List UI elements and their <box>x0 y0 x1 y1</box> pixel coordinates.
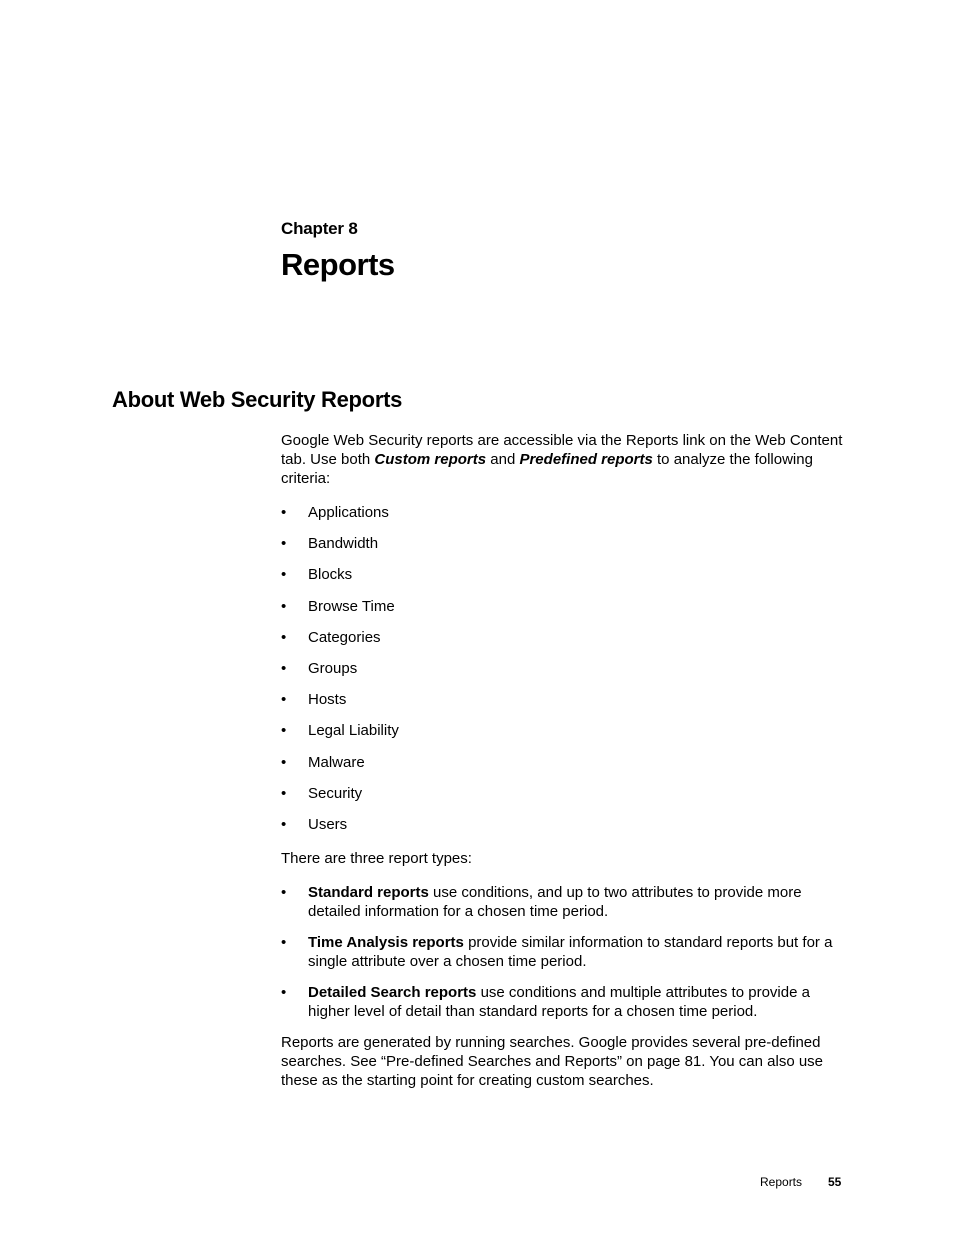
criteria-item-label: Malware <box>308 753 365 771</box>
criteria-item-label: Applications <box>308 504 389 521</box>
intro-text-2: to analyze the following criteria: <box>281 451 813 487</box>
report-type-description: provide similar information to standard reports but for a single attribute over a chosen time period. <box>308 934 833 971</box>
body-content <box>281 431 846 1090</box>
chapter-title: Reports <box>281 247 395 282</box>
list-item <box>281 597 846 628</box>
bullet: • <box>281 784 287 802</box>
list-item <box>281 753 846 784</box>
bullet: • <box>281 535 287 553</box>
intro-paragraph <box>281 431 846 488</box>
criteria-item-label: Bandwidth <box>308 535 379 553</box>
page-number: 55 <box>828 1175 842 1189</box>
chapter-label: Chapter 8 <box>281 219 358 238</box>
criteria-item-label: Hosts <box>308 691 347 709</box>
list-item <box>281 883 846 921</box>
bullet: • <box>281 504 287 521</box>
bullet: • <box>281 753 287 771</box>
bullet: • <box>281 884 287 902</box>
list-item <box>281 565 846 596</box>
footer-section-label: Reports <box>760 1175 803 1189</box>
bullet: • <box>281 691 287 709</box>
bullet: • <box>281 815 287 833</box>
list-item <box>281 659 846 690</box>
report-type-name: Standard reports <box>308 884 429 902</box>
predefined-reports-term: Predefined reports <box>519 451 653 468</box>
report-type-description: use conditions and multiple attributes to provide a higher level of detail than standard reports for a chosen time period. <box>308 984 810 1021</box>
closing-paragraph: Reports are generated by running searches. Google provides several pre-defined searches. See “Pre-defined Searches and Reports” on page 81. You can also use these as the starting point for creating custom searches. <box>281 1034 824 1090</box>
criteria-item-label: Groups <box>308 659 358 677</box>
bullet: • <box>281 984 287 1002</box>
report-types-list <box>281 883 846 1021</box>
list-item <box>281 628 846 659</box>
criteria-list <box>281 503 846 846</box>
bullet: • <box>281 722 287 740</box>
report-type-name: Time Analysis reports <box>308 934 464 952</box>
list-item <box>281 721 846 752</box>
types-intro: There are three report types: <box>281 850 472 868</box>
list-item <box>281 690 846 721</box>
bullet: • <box>281 628 287 646</box>
criteria-item-label: Legal Liability <box>308 722 399 740</box>
criteria-item-label: Users <box>308 815 348 833</box>
list-item <box>281 815 846 846</box>
section-heading: About Web Security Reports <box>112 387 403 412</box>
criteria-item-label: Browse Time <box>308 597 395 615</box>
list-item <box>281 933 846 971</box>
criteria-item-label: Blocks <box>308 566 353 584</box>
criteria-item-label: Security <box>308 784 363 802</box>
report-type-name: Detailed Search reports <box>308 984 477 1002</box>
intro-text-and: and <box>486 451 520 468</box>
bullet: • <box>281 659 287 677</box>
list-item <box>281 983 846 1021</box>
report-type-description: use conditions, and up to two attributes to provide more detailed information for a chosen time period. <box>308 884 802 921</box>
intro-text-1: Google Web Security reports are accessible via the Reports link on the Web Content tab. Use both <box>281 432 843 468</box>
bullet: • <box>281 597 287 615</box>
bullet: • <box>281 934 287 952</box>
list-item <box>281 534 846 565</box>
custom-reports-term: Custom reports <box>374 451 487 468</box>
list-item <box>281 503 846 534</box>
list-item <box>281 784 846 815</box>
bullet: • <box>281 566 287 584</box>
criteria-item-label: Categories <box>308 628 381 646</box>
